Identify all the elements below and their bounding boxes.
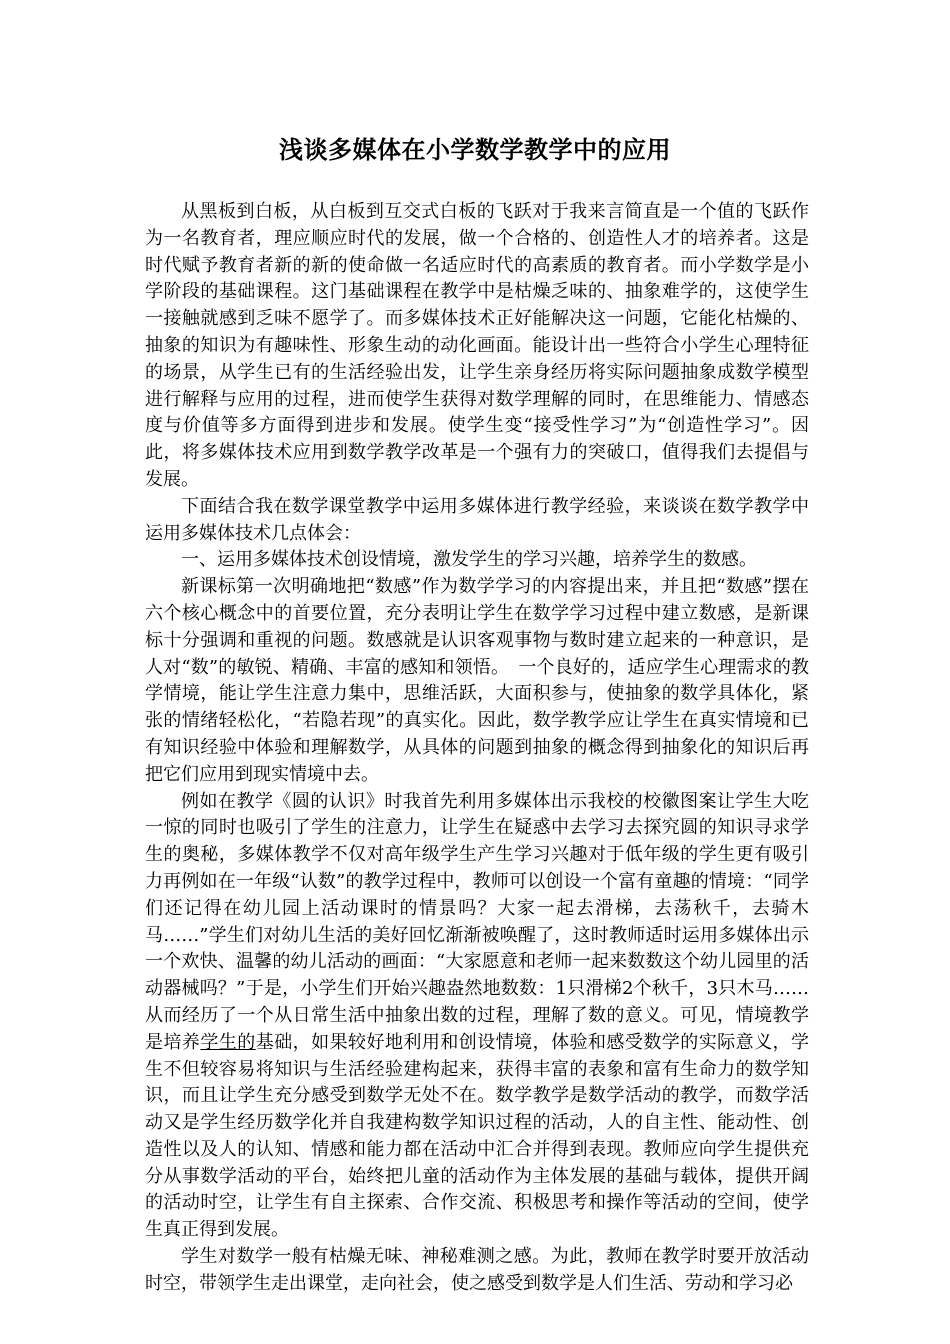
paragraph-intro: 从黑板到白板，从白板到互交式白板的飞跃对于我来言简直是一个值的飞跃作为一名教育者，理应顺应时代的发展，做一个合格的、创造性人才的培养者。这是时代赋予教育者新的新的使命做一名适应时代的高素质的教育者。而小学数学是小学阶段的基础课程。这门基础课程在教学中是枯燥乏味的、抽象难学的，这使学生一接触就感到乏味不愿学了。而多媒体技术正好能解决这一问题，它能化枯燥的、抽象的知识为有趣味性、形象生动的动化画面。能设计出一些符合小学生心理特征的场景，从学生已有的生活经验出发，让学生亲身经历将实际问题抽象成数学模型进行解释与应用的过程，进而使学生获得对数学理解的同时，在思维能力、情感态度与价值等多方面得到进步和发展。使学生变“接受性学习”为“创造性学习”。因此，将多媒体技术应用到数学教学改革是一个强有力的突破口，值得我们去提倡与发展。 xyxy=(145,201,809,490)
underlined-text: 学生的 xyxy=(200,1031,256,1053)
paragraph-example xyxy=(145,789,809,1245)
paragraph-activity: 学生对数学一般有枯燥无味、神秘难测之感。为此，教师在教学时要开放活动时空，带领学生走出课堂，走向社会，使之感受到数学是人们生活、劳动和学习必 xyxy=(145,1246,809,1294)
paragraph-example-part-1: 例如在教学《圆的认识》时我首先利用多媒体出示我校的校徽图案让学生大吃一惊的同时也吸引了学生的注意力，让学生在疑惑中去学习去探究圆的知识寻求学生的奥秘，多媒体教学不仅对高年级学生产生学习兴趣对于低年级的学生更有吸引力再例如在一年级“认数”的教学过程中，教师可以创设一个富有童趣的情境：“同学们还记得在幼儿园上活动课时的情景吗？大家一起去滑梯，去荡秋千，去骑木马……”学生们对幼儿生活的美好回忆渐渐被唤醒了，这时教师适时运用多媒体出示一个欢快、温馨的幼儿活动的画面：“大家愿意和老师一起来数数这个幼儿园里的活动器械吗？”于是，小学生们开始兴趣盎然地数数：1只滑梯2个秋千，3只木马……从而经历了一个从日常生活中抽象出数的过程，理解了数的意义。可见，情境教学是培养 xyxy=(145,790,809,1053)
paragraph-overview: 下面结合我在数学课堂教学中运用多媒体进行教学经验，来谈谈在数学教学中运用多媒体技术几点体会： xyxy=(145,495,809,544)
document-title: 浅谈多媒体在小学数学教学中的应用 xyxy=(279,136,671,164)
paragraph-number-sense: 新课标第一次明确地把“数感”作为数学学习的内容提出来，并且把“数感”摆在六个核心概念中的首要位置，充分表明让学生在数学学习过程中建立数感，是新课标十分强调和重视的问题。数感就是认识客观事物与数时建立起来的一种意识，是人对“数”的敏锐、精确、丰富的感知和领悟。 一个良好的，适应学生心理需求的教学情境，能让学生注意力集中，思维活跃，大面积参与，使抽象的数学具体化，紧张的情绪轻松化，“若隐若现”的真实化。因此，数学教学应让学生在真实情境和已有知识经验中体验和理解数学，从具体的问题到抽象的概念得到抽象化的知识后再把它们应用到现实情境中去。 xyxy=(145,576,809,785)
document-body xyxy=(145,199,809,1298)
section-heading-1: 一、运用多媒体技术创设情境，激发学生的学习兴趣，培养学生的数感。 xyxy=(181,549,757,571)
paragraph-example-part-2: 基础，如果较好地利用和创设情境，体验和感受数学的实际意义，学生不但较容易将知识与生活经验建构起来，获得丰富的表象和富有生命力的数学知识，而且让学生充分感受到数学无处不在。数学教学是数学活动的教学，而数学活动又是学生经历数学化并自我建构数学知识过程的活动，人的自主性、能动性、创造性以及人的认知、情感和能力都在活动中汇合并得到表现。教师应向学生提供充分从事数学活动的平台，始终把儿童的活动作为主体发展的基础与载体，提供开阔的活动时空，让学生有自主探索、合作交流、积极思考和操作等活动的空间，使学生真正得到发展。 xyxy=(145,1031,810,1241)
